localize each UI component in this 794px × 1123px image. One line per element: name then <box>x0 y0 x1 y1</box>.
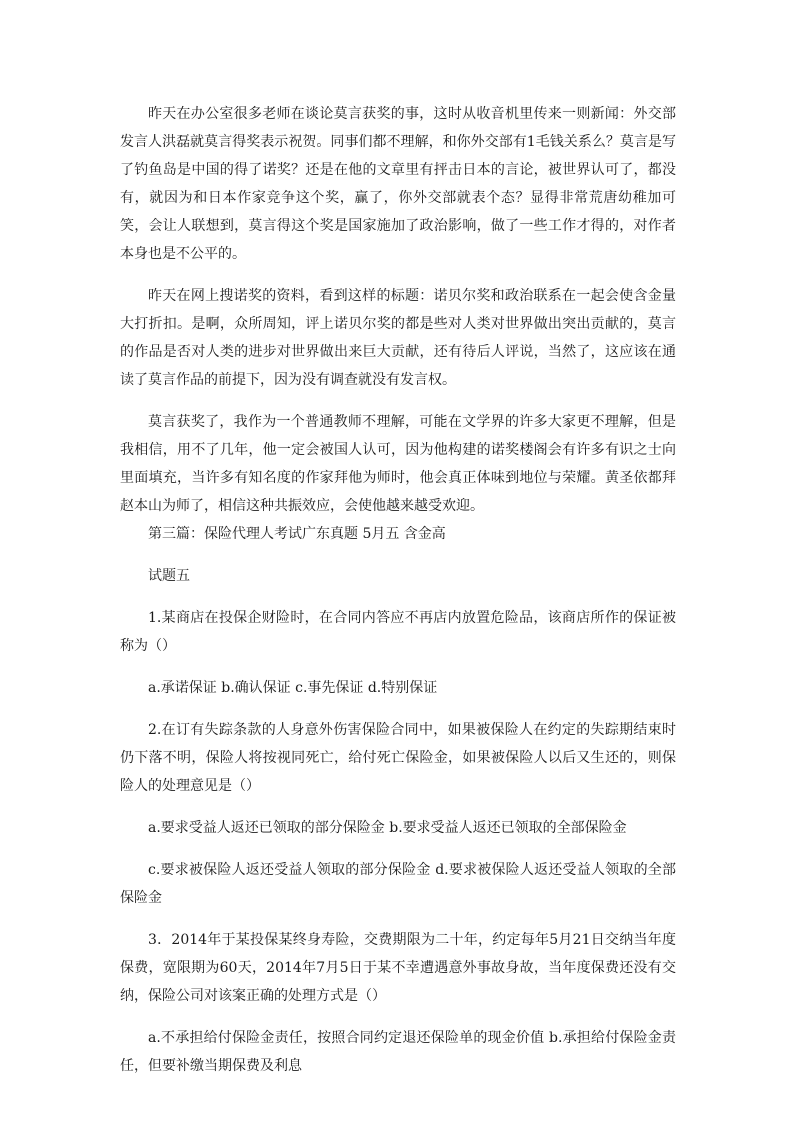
document-page <box>120 100 676 1080</box>
paragraph-2: 昨天在网上搜诺奖的资料，看到这样的标题：诺贝尔奖和政治联系在一起会使含金量大打折扣。是啊，众所周知，评上诺贝尔奖的都是些对人类对世界做出突出贡献的，莫言的作品是否对人类的进步对世界做出来巨大贡献，还有待后人评说，当然了，这应该在通读了莫言作品的前提下，因为没有调查就没有发言权。 <box>120 288 676 388</box>
paragraph-1: 昨天在办公室很多老师在谈论莫言获奖的事，这时从收音机里传来一则新闻：外交部发言人洪磊就莫言得奖表示祝贺。同事们都不理解，和你外交部有1毛钱关系么？莫言是写了钓鱼岛是中国的得了诺奖？还是在他的文章里有抨击日本的言论，被世界认可了，都没有，就因为和日本作家竞争这个奖，赢了，你外交部就表个态？显得非常荒唐幼稚加可笑，会让人联想到，莫言得这个奖是国家施加了政治影响，做了一些工作才得的，对作者本身也是不公平的。 <box>120 106 676 262</box>
question-3-options: a.不承担给付保险金责任，按照合同约定退还保险单的现金价值 b.承担给付保险金责任，但要补缴当期保费及利息 <box>120 1030 676 1074</box>
exam-subtitle: 试题五 <box>148 568 190 584</box>
paragraph-3: 莫言获奖了，我作为一个普通教师不理解，可能在文学界的许多大家更不理解，但是我相信，用不了几年，他一定会被国人认可，因为他构建的诺奖楼阁会有许多有识之士向里面填充，当许多有知名度的作家拜他为师时，他会真正体味到地位与荣耀。黄圣依都拜赵本山为师了，相信这种共振效应，会使他越来越受欢迎。 <box>120 414 676 514</box>
question-1: 1.某商店在投保企财险时，在合同内答应不再店内放置危险品，该商店所作的保证被称为（） <box>120 610 676 654</box>
question-1-options: a.承诺保证 b.确认保证 c.事先保证 d.特别保证 <box>148 680 438 696</box>
question-3: 3．2014年于某投保某终身寿险，交费期限为二十年，约定每年5月21日交纳当年度保费，宽限期为60天，2014年7月5日于某不幸遭遇意外事故身故，当年度保费还没有交纳，保险公司对该案正确的处理方式是（） <box>120 932 676 1004</box>
section-title: 第三篇：保险代理人考试广东真题 5月五 含金高 <box>148 526 446 542</box>
question-2-options-ab: a.要求受益人返还已领取的部分保险金 b.要求受益人返还已领取的全部保险金 <box>148 820 627 836</box>
question-2-options-cd: c.要求被保险人返还受益人领取的部分保险金 d.要求被保险人返还受益人领取的全部保险金 <box>120 862 676 906</box>
question-2: 2.在订有失踪条款的人身意外伤害保险合同中，如果被保险人在约定的失踪期结束时仍下落不明，保险人将按视同死亡，给付死亡保险金，如果被保险人以后又生还的，则保险人的处理意见是（） <box>120 722 676 794</box>
